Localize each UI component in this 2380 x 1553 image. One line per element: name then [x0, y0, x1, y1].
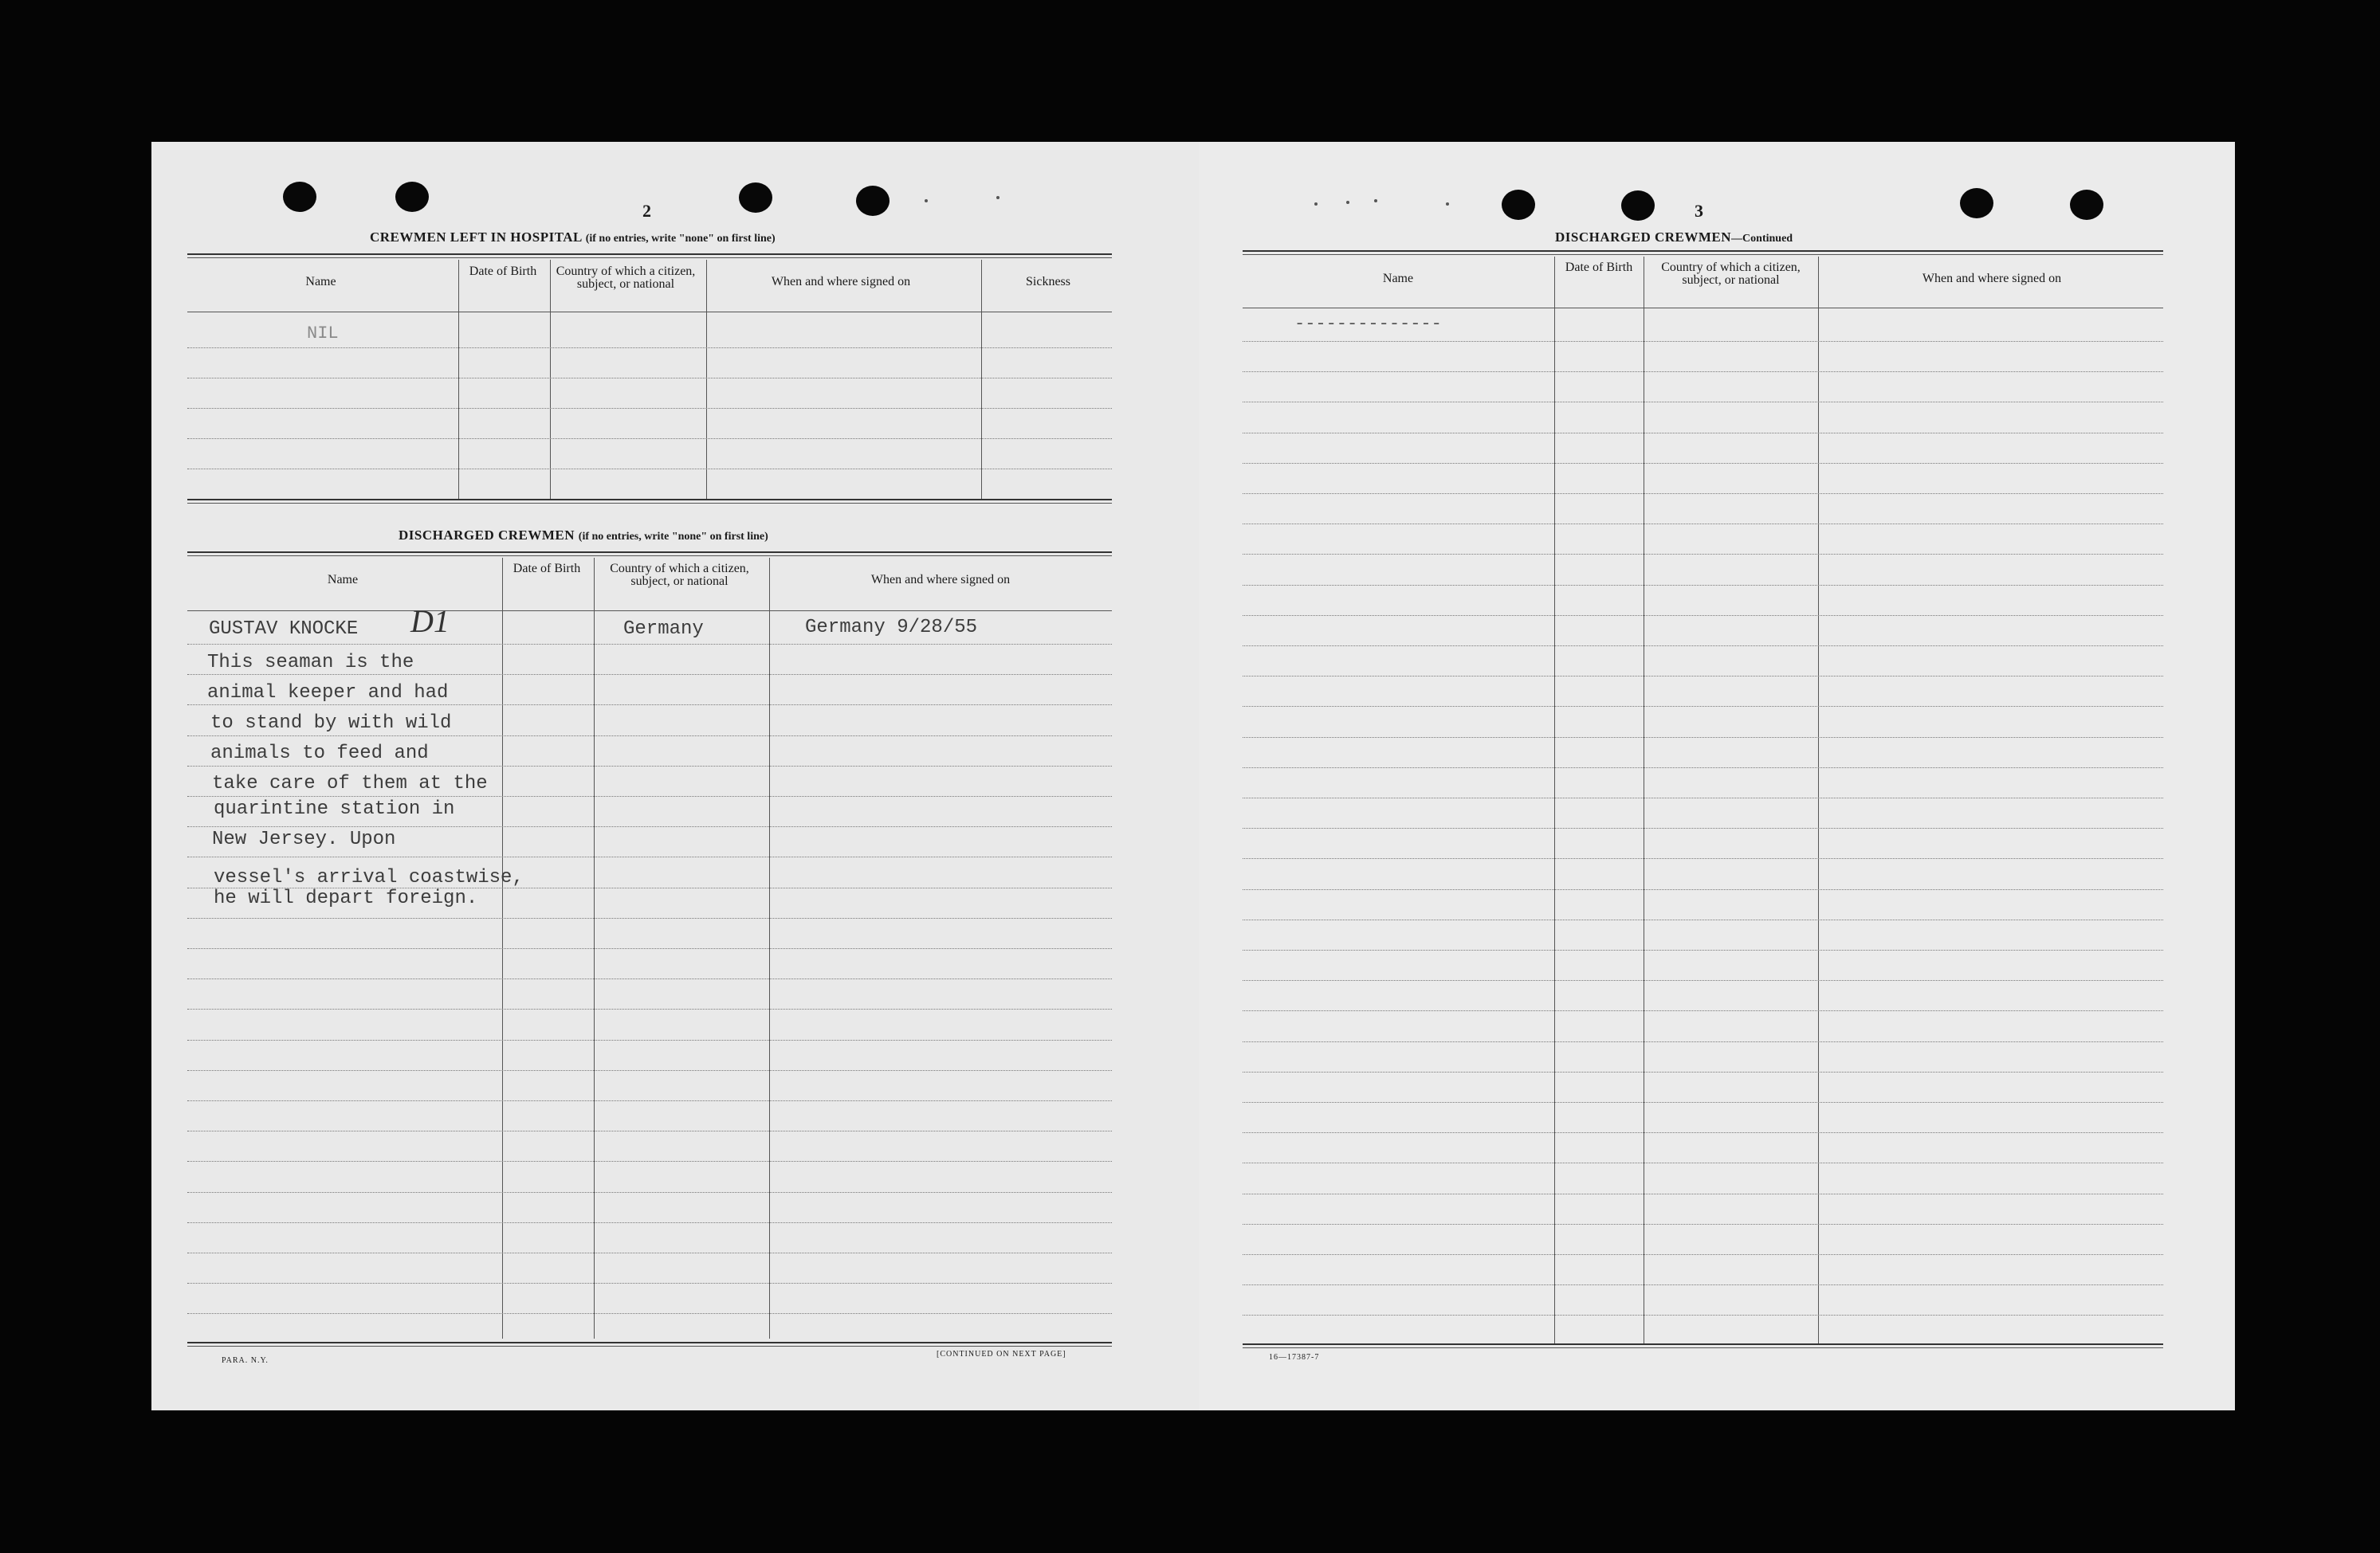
crewman-country: Germany	[623, 618, 704, 640]
col-divider	[981, 260, 982, 500]
col-divider	[550, 260, 551, 500]
entry-line	[1243, 585, 2163, 586]
entry-line	[1243, 371, 2163, 372]
entry-line	[1243, 1284, 2163, 1285]
punch-hole	[739, 182, 772, 213]
entry-line	[1243, 554, 2163, 555]
entry-line	[187, 1161, 1112, 1162]
entry-line	[1243, 645, 2163, 646]
header-rule	[187, 610, 1112, 611]
entry-line	[1243, 1102, 2163, 1103]
remark-line: vessel's arrival coastwise,	[214, 867, 524, 888]
punch-hole	[2070, 190, 2103, 220]
entry-line	[187, 735, 1112, 736]
entry-line	[1243, 1315, 2163, 1316]
entry-line	[1243, 1224, 2163, 1225]
entry-line	[1243, 706, 2163, 707]
col-country: Country of which a citizen, subject, or national	[556, 265, 696, 291]
discharged-section-title	[399, 527, 768, 543]
entry-line	[187, 1192, 1112, 1193]
bottom-rule-thin	[1243, 1347, 2163, 1348]
top-rule	[187, 253, 1112, 255]
entry-line	[187, 1222, 1112, 1223]
col-name: Name	[305, 275, 336, 288]
entry-line	[1243, 1010, 2163, 1011]
entry-line	[1243, 858, 2163, 859]
form-number: 16—17387-7	[1269, 1353, 1320, 1362]
punch-hole	[1502, 190, 1535, 220]
entry-line	[1243, 980, 2163, 981]
col-country: Country of which a citizen, subject, or national	[610, 562, 749, 588]
continued-title-text: DISCHARGED CREWMEN	[1555, 229, 1732, 245]
entry-line	[187, 1070, 1112, 1071]
remark-line: animals to feed and	[210, 743, 429, 764]
top-rule-thin	[187, 555, 1112, 556]
entry-line	[187, 978, 1112, 979]
col-divider	[1554, 257, 1555, 1344]
entry-line	[1243, 828, 2163, 829]
col-divider	[1818, 257, 1819, 1344]
entry-line	[1243, 463, 2163, 464]
entry-line	[187, 1040, 1112, 1041]
discharged-subtitle-text: (if no entries, write "none" on first line)	[578, 531, 768, 543]
speck	[996, 196, 1000, 199]
col-signed-on: When and where signed on	[771, 275, 911, 288]
col-dob: Date of Birth	[513, 562, 581, 575]
col-sickness: Sickness	[1026, 275, 1070, 288]
bottom-rule-thin	[187, 1346, 1112, 1347]
punch-hole	[856, 186, 890, 216]
entry-line	[187, 948, 1112, 949]
speck	[1314, 202, 1318, 206]
entry-line	[187, 674, 1112, 675]
crewman-signed-on: Germany 9/28/55	[805, 617, 978, 638]
hospital-subtitle-text: (if no entries, write "none" on first line)	[585, 233, 776, 245]
punch-hole	[1621, 190, 1655, 221]
entry-line	[1243, 889, 2163, 890]
col-signed-on: When and where signed on	[1922, 272, 2062, 285]
entry-line	[1243, 767, 2163, 768]
discharged-title-text: DISCHARGED CREWMEN	[399, 527, 575, 543]
hospital-section-title	[370, 229, 776, 245]
remark-line: New Jersey. Upon	[212, 829, 396, 850]
remark-line: he will depart foreign.	[214, 888, 478, 909]
entry-line	[1243, 1072, 2163, 1073]
remark-line: animal keeper and had	[207, 682, 449, 704]
entry-line	[187, 766, 1112, 767]
entry-line	[187, 796, 1112, 797]
entry-line	[187, 918, 1112, 919]
entry-line	[187, 1009, 1112, 1010]
hospital-entry-nil: NIL	[307, 324, 339, 343]
hospital-title-text: CREWMEN LEFT IN HOSPITAL	[370, 229, 582, 245]
entry-line	[187, 1313, 1112, 1314]
continued-note: [CONTINUED ON NEXT PAGE]	[937, 1350, 1066, 1359]
col-divider	[458, 260, 459, 500]
section-rule-thin	[187, 503, 1112, 504]
entry-line	[1243, 341, 2163, 342]
punch-hole	[395, 182, 429, 212]
entry-line	[187, 704, 1112, 705]
handwritten-mark: D1	[410, 603, 450, 639]
col-name: Name	[327, 573, 359, 586]
entry-line	[1243, 493, 2163, 494]
entry-line	[187, 438, 1112, 439]
entry-line	[187, 1283, 1112, 1284]
continued-suffix-text: —Continued	[1731, 233, 1793, 245]
col-dob: Date of Birth	[469, 265, 537, 278]
punch-hole	[283, 182, 316, 212]
entry-line	[187, 826, 1112, 827]
bottom-rule	[187, 1342, 1112, 1343]
page-number: 2	[642, 201, 651, 221]
left-form-page	[151, 142, 1199, 1410]
top-rule	[1243, 250, 2163, 252]
entry-line	[1243, 615, 2163, 616]
punch-hole	[1960, 188, 1993, 218]
continued-section-title	[1555, 229, 1793, 245]
top-rule-thin	[187, 257, 1112, 258]
entry-line	[187, 347, 1112, 348]
entry-line	[1243, 1132, 2163, 1133]
page-number: 3	[1695, 201, 1703, 221]
section-rule	[187, 499, 1112, 500]
entry-line	[187, 644, 1112, 645]
remark-line: to stand by with wild	[210, 712, 452, 734]
col-divider	[706, 260, 707, 500]
col-signed-on: When and where signed on	[870, 573, 1011, 586]
remark-line: quarintine station in	[214, 798, 455, 820]
col-dob: Date of Birth	[1565, 261, 1633, 274]
top-rule	[187, 551, 1112, 553]
speck	[1446, 202, 1449, 206]
bottom-rule	[1243, 1343, 2163, 1345]
crewman-name: GUSTAV KNOCKE	[209, 618, 359, 640]
top-rule-thin	[1243, 254, 2163, 255]
printer-mark: PARA. N.Y.	[222, 1356, 269, 1365]
entry-line	[187, 1100, 1112, 1101]
col-name: Name	[1382, 272, 1414, 285]
col-country: Country of which a citizen, subject, or national	[1661, 261, 1801, 287]
continued-entry-dash: --------------	[1294, 314, 1442, 334]
entry-line	[187, 408, 1112, 409]
entry-line	[1243, 737, 2163, 738]
remark-line: This seaman is the	[207, 652, 414, 673]
speck	[925, 199, 928, 202]
entry-line	[1243, 1041, 2163, 1042]
entry-line	[1243, 950, 2163, 951]
speck	[1374, 199, 1377, 202]
right-form-page	[1199, 142, 2235, 1410]
speck	[1346, 201, 1349, 204]
remark-line: take care of them at the	[212, 773, 488, 794]
entry-line	[1243, 1254, 2163, 1255]
